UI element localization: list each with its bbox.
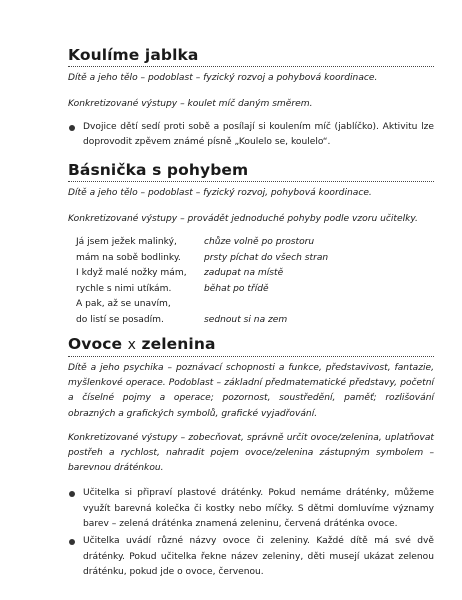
poem — [76, 235, 434, 329]
poem-action: chůze volně po prostoru — [204, 237, 315, 247]
area-text: Dítě a jeho tělo – podoblast – fyzický rozvoj, pohybová koordinace. — [68, 188, 372, 198]
bullet-item — [68, 120, 434, 151]
dotted-divider — [68, 66, 434, 67]
title-x: x — [127, 337, 137, 353]
dotted-divider — [68, 181, 434, 182]
bullet-item — [68, 534, 434, 580]
section-title — [68, 334, 434, 355]
poem-verse: I když malé nožky mám, — [76, 268, 187, 279]
bullet-item — [68, 486, 434, 532]
bullet-text: Dvojice dětí sedí proti sobě a posílají si koulením míč (jablíčko). Aktivitu lze doprovodit zpěvem známé písně „Koulelo se, koulelo“. — [83, 122, 434, 148]
title-zelenina: zelenina — [141, 335, 216, 353]
poem-action: sednout si na zem — [204, 314, 288, 325]
section-ovoce-zelenina — [68, 334, 434, 580]
poem-action: prsty píchat do všech stran — [204, 252, 329, 263]
bullet-icon — [69, 125, 75, 131]
bullet-icon — [69, 539, 75, 545]
poem-verse: Já jsem ježek malinký, — [76, 237, 177, 247]
poem-verse: mám na sobě bodlinky. — [76, 252, 181, 263]
poem-verse: rychle s nimi utíkám. — [76, 283, 172, 294]
dotted-divider — [68, 356, 434, 357]
title-ovoce: Ovoce — [68, 335, 123, 353]
poem-verse: A pak, až se unavím, — [76, 299, 171, 310]
bullet-text: Učitelka uvádí různé názvy ovoce či zeleniny. Každé dítě má své dvě dráténky. Pokud učitelka řekne název zeleniny, děti musejí ukázat zelenou dráténku, pokud jde o ovoce, červenou. — [83, 536, 434, 577]
poem-action: zadupat na místě — [204, 268, 284, 279]
outcome-text: Konkretizované výstupy – provádět jednoduché pohyby podle vzoru učitelky. — [68, 213, 418, 224]
section-basnicka-s-pohybem — [68, 160, 434, 329]
bullet-icon — [69, 491, 75, 497]
section-title: Básnička s pohybem — [68, 161, 249, 179]
area-text: Dítě a jeho psychika – poznávací schopnosti a funkce, představivost, fantazie, myšlenkové operace. Podoblast – základní předmatematické představy, početní a číselné pojmy a operace; pozornost, soustředění, paměť; rozlišování obrazných a grafických symbolů, grafické vyjadřování. — [68, 363, 434, 419]
poem-verse: do listí se posadím. — [76, 314, 164, 325]
area-text: Dítě a jeho tělo – podoblast – fyzický rozvoj a pohybová koordinace. — [68, 73, 378, 83]
poem-action: běhat po třídě — [204, 283, 269, 294]
outcome-text: Konkretizované výstupy – koulet míč daným směrem. — [68, 98, 313, 109]
bullet-text: Učitelka si připraví plastové dráténky. Pokud nemáme dráténky, můžeme využít barevná kolečka či kostky nebo míčky. S dětmi domluvíme významy barev – zelená dráténka znamená zeleninu, červená dráténka ovoce. — [83, 488, 434, 530]
section-title: Koulíme jablka — [68, 46, 199, 64]
section-koulime-jablka — [68, 45, 434, 151]
outcome-text: Konkretizované výstupy – zobecňovat, správně určit ovoce/zelenina, uplatňovat postřeh a rychlost, nahradit pojem ovoce/zelenina zástupným symbolem – barevnou dráténkou. — [68, 432, 434, 474]
poem-action — [204, 297, 404, 313]
